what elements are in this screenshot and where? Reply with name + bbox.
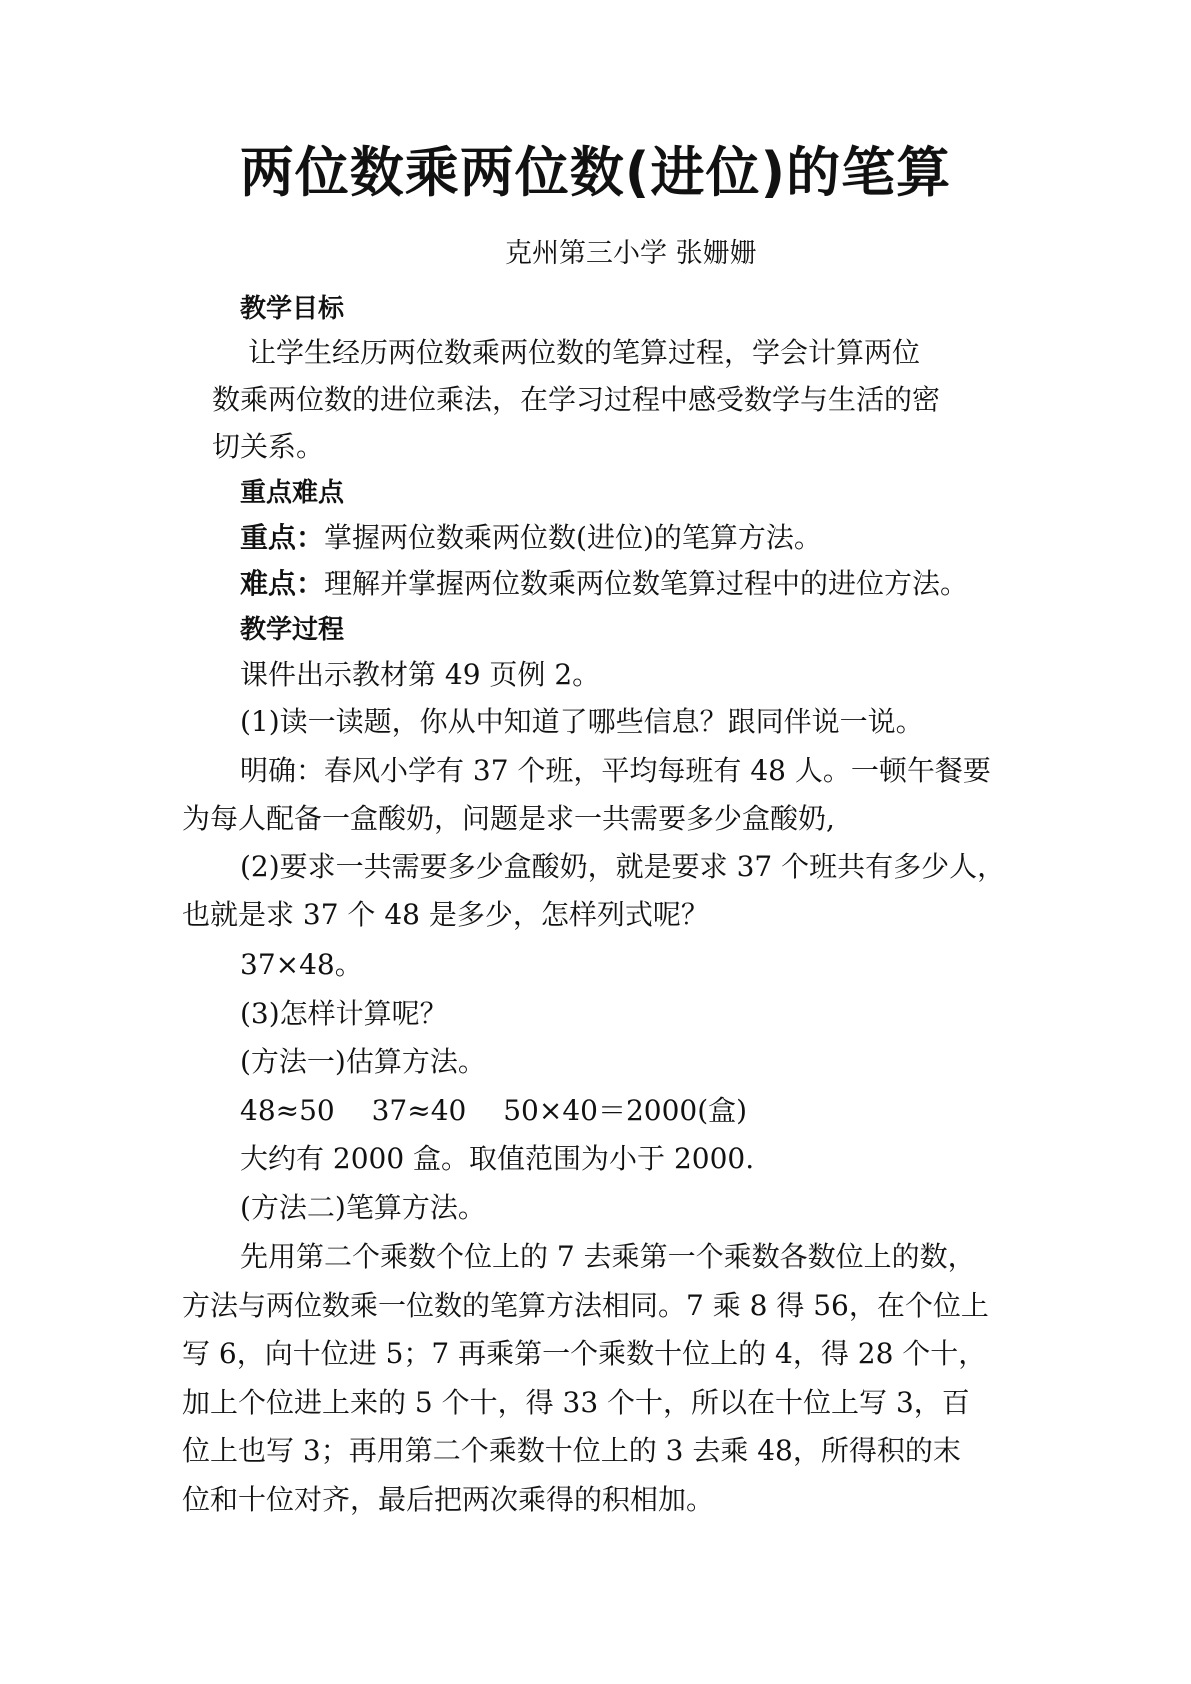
process-line: 大约有 2000 盒。取值范围为小于 2000. xyxy=(240,1142,755,1175)
process-line: 加上个位进上来的 5 个十，得 33 个十，所以在十位上写 3，百 xyxy=(182,1386,970,1419)
key-point-label: 重点： xyxy=(240,521,325,554)
objectives-text-line: 数乘两位数的进位乘法，在学习过程中感受数学与生活的密 xyxy=(212,383,941,416)
objectives-heading: 教学目标 xyxy=(240,294,345,324)
author-line: 克州第三小学 张姗姗 xyxy=(505,238,757,269)
difficult-point-text: 理解并掌握两位数乘两位数笔算过程中的进位方法。 xyxy=(324,567,969,600)
difficult-point-label: 难点： xyxy=(240,567,325,600)
process-line: 37×48。 xyxy=(240,948,363,981)
process-line: 为每人配备一盒酸奶，问题是求一共需要多少盒酸奶, xyxy=(182,802,835,835)
process-heading: 教学过程 xyxy=(240,615,345,645)
process-line: 方法与两位数乘一位数的笔算方法相同。7 乘 8 得 56，在个位上 xyxy=(182,1289,989,1322)
key-point-text: 掌握两位数乘两位数(进位)的笔算方法。 xyxy=(324,521,822,554)
process-line: 课件出示教材第 49 页例 2。 xyxy=(240,658,601,691)
process-line: 明确：春风小学有 37 个班，平均每班有 48 人。一顿午餐要 xyxy=(240,754,991,787)
process-line: 也就是求 37 个 48 是多少，怎样列式呢？ xyxy=(182,898,709,931)
process-line: (方法一)估算方法。 xyxy=(240,1045,486,1078)
process-line: 位和十位对齐，最后把两次乘得的积相加。 xyxy=(182,1483,715,1516)
difficult-point-line xyxy=(240,565,968,603)
objectives-text-line: 让学生经历两位数乘两位数的笔算过程，学会计算两位 xyxy=(248,336,921,369)
keypoints-heading: 重点难点 xyxy=(240,478,345,508)
process-line: (2)要求一共需要多少盒酸奶，就是要求 37 个班共有多少人， xyxy=(240,850,1006,883)
process-line: (1)读一读题，你从中知道了哪些信息？跟同伴说一说。 xyxy=(240,705,924,738)
process-line: 位上也写 3；再用第二个乘数十位上的 3 去乘 48，所得积的末 xyxy=(182,1434,961,1467)
objectives-text-line: 切关系。 xyxy=(212,430,325,463)
process-line: (3)怎样计算呢？ xyxy=(240,997,448,1030)
key-point-line xyxy=(240,519,822,557)
process-line: 先用第二个乘数个位上的 7 去乘第一个乘数各数位上的数， xyxy=(240,1240,976,1273)
page-title: 两位数乘两位数(进位)的笔算 xyxy=(239,141,952,204)
process-line: (方法二)笔算方法。 xyxy=(240,1191,486,1224)
process-line: 48≈50 37≈40 50×40＝2000(盒) xyxy=(240,1094,748,1127)
process-line: 写 6，向十位进 5；7 再乘第一个乘数十位上的 4，得 28 个十， xyxy=(182,1337,987,1370)
